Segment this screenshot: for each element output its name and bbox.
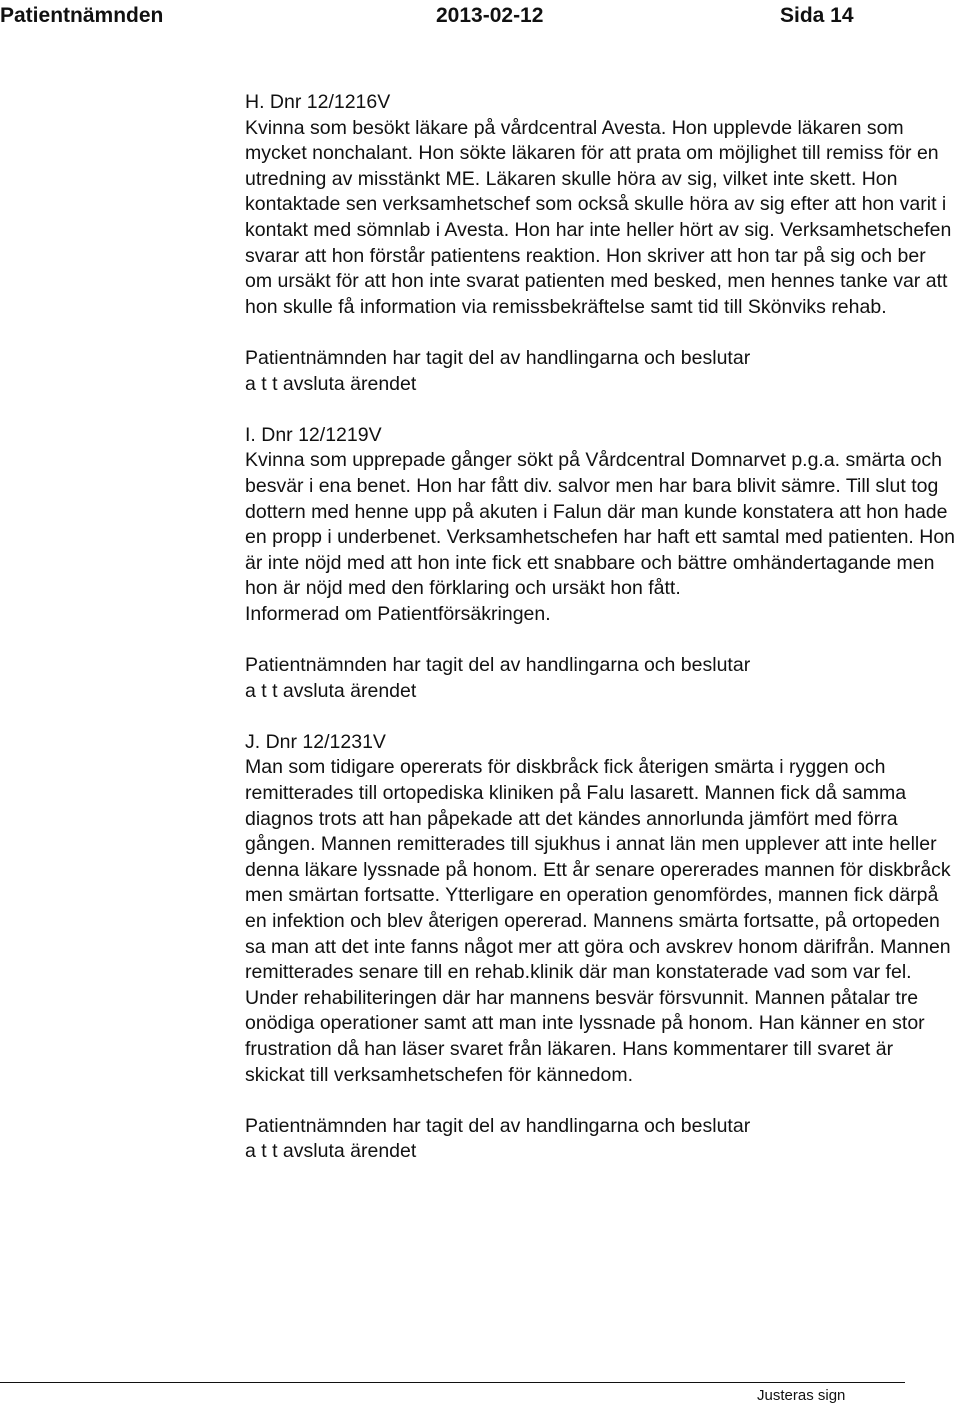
decision-outcome: a t t avsluta ärendet bbox=[245, 1140, 417, 1163]
case-heading: I. Dnr 12/1219V bbox=[245, 423, 382, 446]
decision-outcome: a t t avsluta ärendet bbox=[245, 679, 417, 702]
case-description: Kvinna som upprepade gånger sökt på Vårdcentral Domnarvet p.g.a. smärta och besvär i ena benet. Hon har fått div. salvor men har bara blivit sämre. Till slut tog dottern med henne upp på akuten i Falun där man kunde konstatera att hon hade en propp i underbenet. Verksamhetschefen har haft ett samtal med patienten. Hon är inte nöjd med att hon inte fick ett snabbare och bättre omhändertagande men hon är nöjd med den förklaring och ursäkt hon fått. bbox=[245, 449, 956, 600]
case-description: Man som tidigare opererats för diskbråck fick återigen smärta i ryggen och remitterades till ortopediska kliniken på Falu lasarett. Mannen fick då samma diagnos trots att han påpekade att det kändes annorlunda jämfört med förra gången. Mannen remitterades till sjukhus i annat län men upplever att inte heller denna läkare lyssnade på honom. Ett år senare opererades mannen för diskbråck men smärtan fortsatte. Ytterligare en operation genomfördes, mannen fick därpå en infektion och blev återigen opererad. Mannens smärta fortsatte, på ortopeden sa man att det inte fanns något mer att göra och avskrev honom därifrån. Mannen remitterades senare till en rehab.klinik där man konstaterade vad som var fel. Under rehabiliteringen där har mannens besvär försvunnit. Mannen påtalar tre onödiga operationer samt att man inte lyssnade på honom. Han känner en stor frustration då han läser svaret från läkaren. Hans kommentarer till svaret är skickat till verksamhetschefen för kännedom. bbox=[245, 756, 951, 1086]
signature-label: Justeras sign bbox=[757, 1387, 846, 1404]
case-heading: J. Dnr 12/1231V bbox=[245, 730, 386, 753]
case-note: Informerad om Patientförsäkringen. bbox=[245, 602, 551, 625]
case-section-h bbox=[245, 90, 957, 397]
case-heading: H. Dnr 12/1216V bbox=[245, 91, 391, 113]
case-section-i bbox=[245, 423, 957, 705]
decision-outcome: a t t avsluta ärendet bbox=[245, 372, 417, 395]
header-organization: Patientnämnden bbox=[0, 4, 164, 27]
decision-line: Patientnämnden har tagit del av handlingarna och beslutar bbox=[245, 1114, 751, 1137]
decision-line: Patientnämnden har tagit del av handlingarna och beslutar bbox=[245, 346, 751, 369]
header-page-number: Sida 14 bbox=[780, 4, 854, 27]
signature-line bbox=[0, 1382, 905, 1383]
page-header bbox=[0, 0, 960, 30]
case-decision bbox=[245, 346, 957, 397]
case-section-j bbox=[245, 730, 957, 1165]
decision-line: Patientnämnden har tagit del av handlingarna och beslutar bbox=[245, 654, 751, 677]
document-body bbox=[245, 90, 957, 1165]
case-description: Kvinna som besökt läkare på vårdcentral Avesta. Hon upplevde läkaren som mycket nonchalant. Hon sökte läkaren för att prata om möjlighet till remiss för en utredning av misstänkt ME. Läkaren skulle höra av sig, vilket inte skett. Hon kontaktade sen verksamhetschef som också skulle höra av sig efter att hon varit i kontakt med sömnlab i Avesta. Hon har inte heller hört av sig. Verksamhetschefen svarar att hon förstår patientens reaktion. Hon skriver att hon tar på sig och ber om ursäkt för att hon inte svarat patienten med besked, men hennes tanke var att hon skulle få information via remissbekräftelse samt tid till Skönviks rehab. bbox=[245, 116, 952, 318]
header-date: 2013-02-12 bbox=[436, 4, 544, 27]
case-decision bbox=[245, 1114, 957, 1165]
case-decision bbox=[245, 653, 957, 704]
